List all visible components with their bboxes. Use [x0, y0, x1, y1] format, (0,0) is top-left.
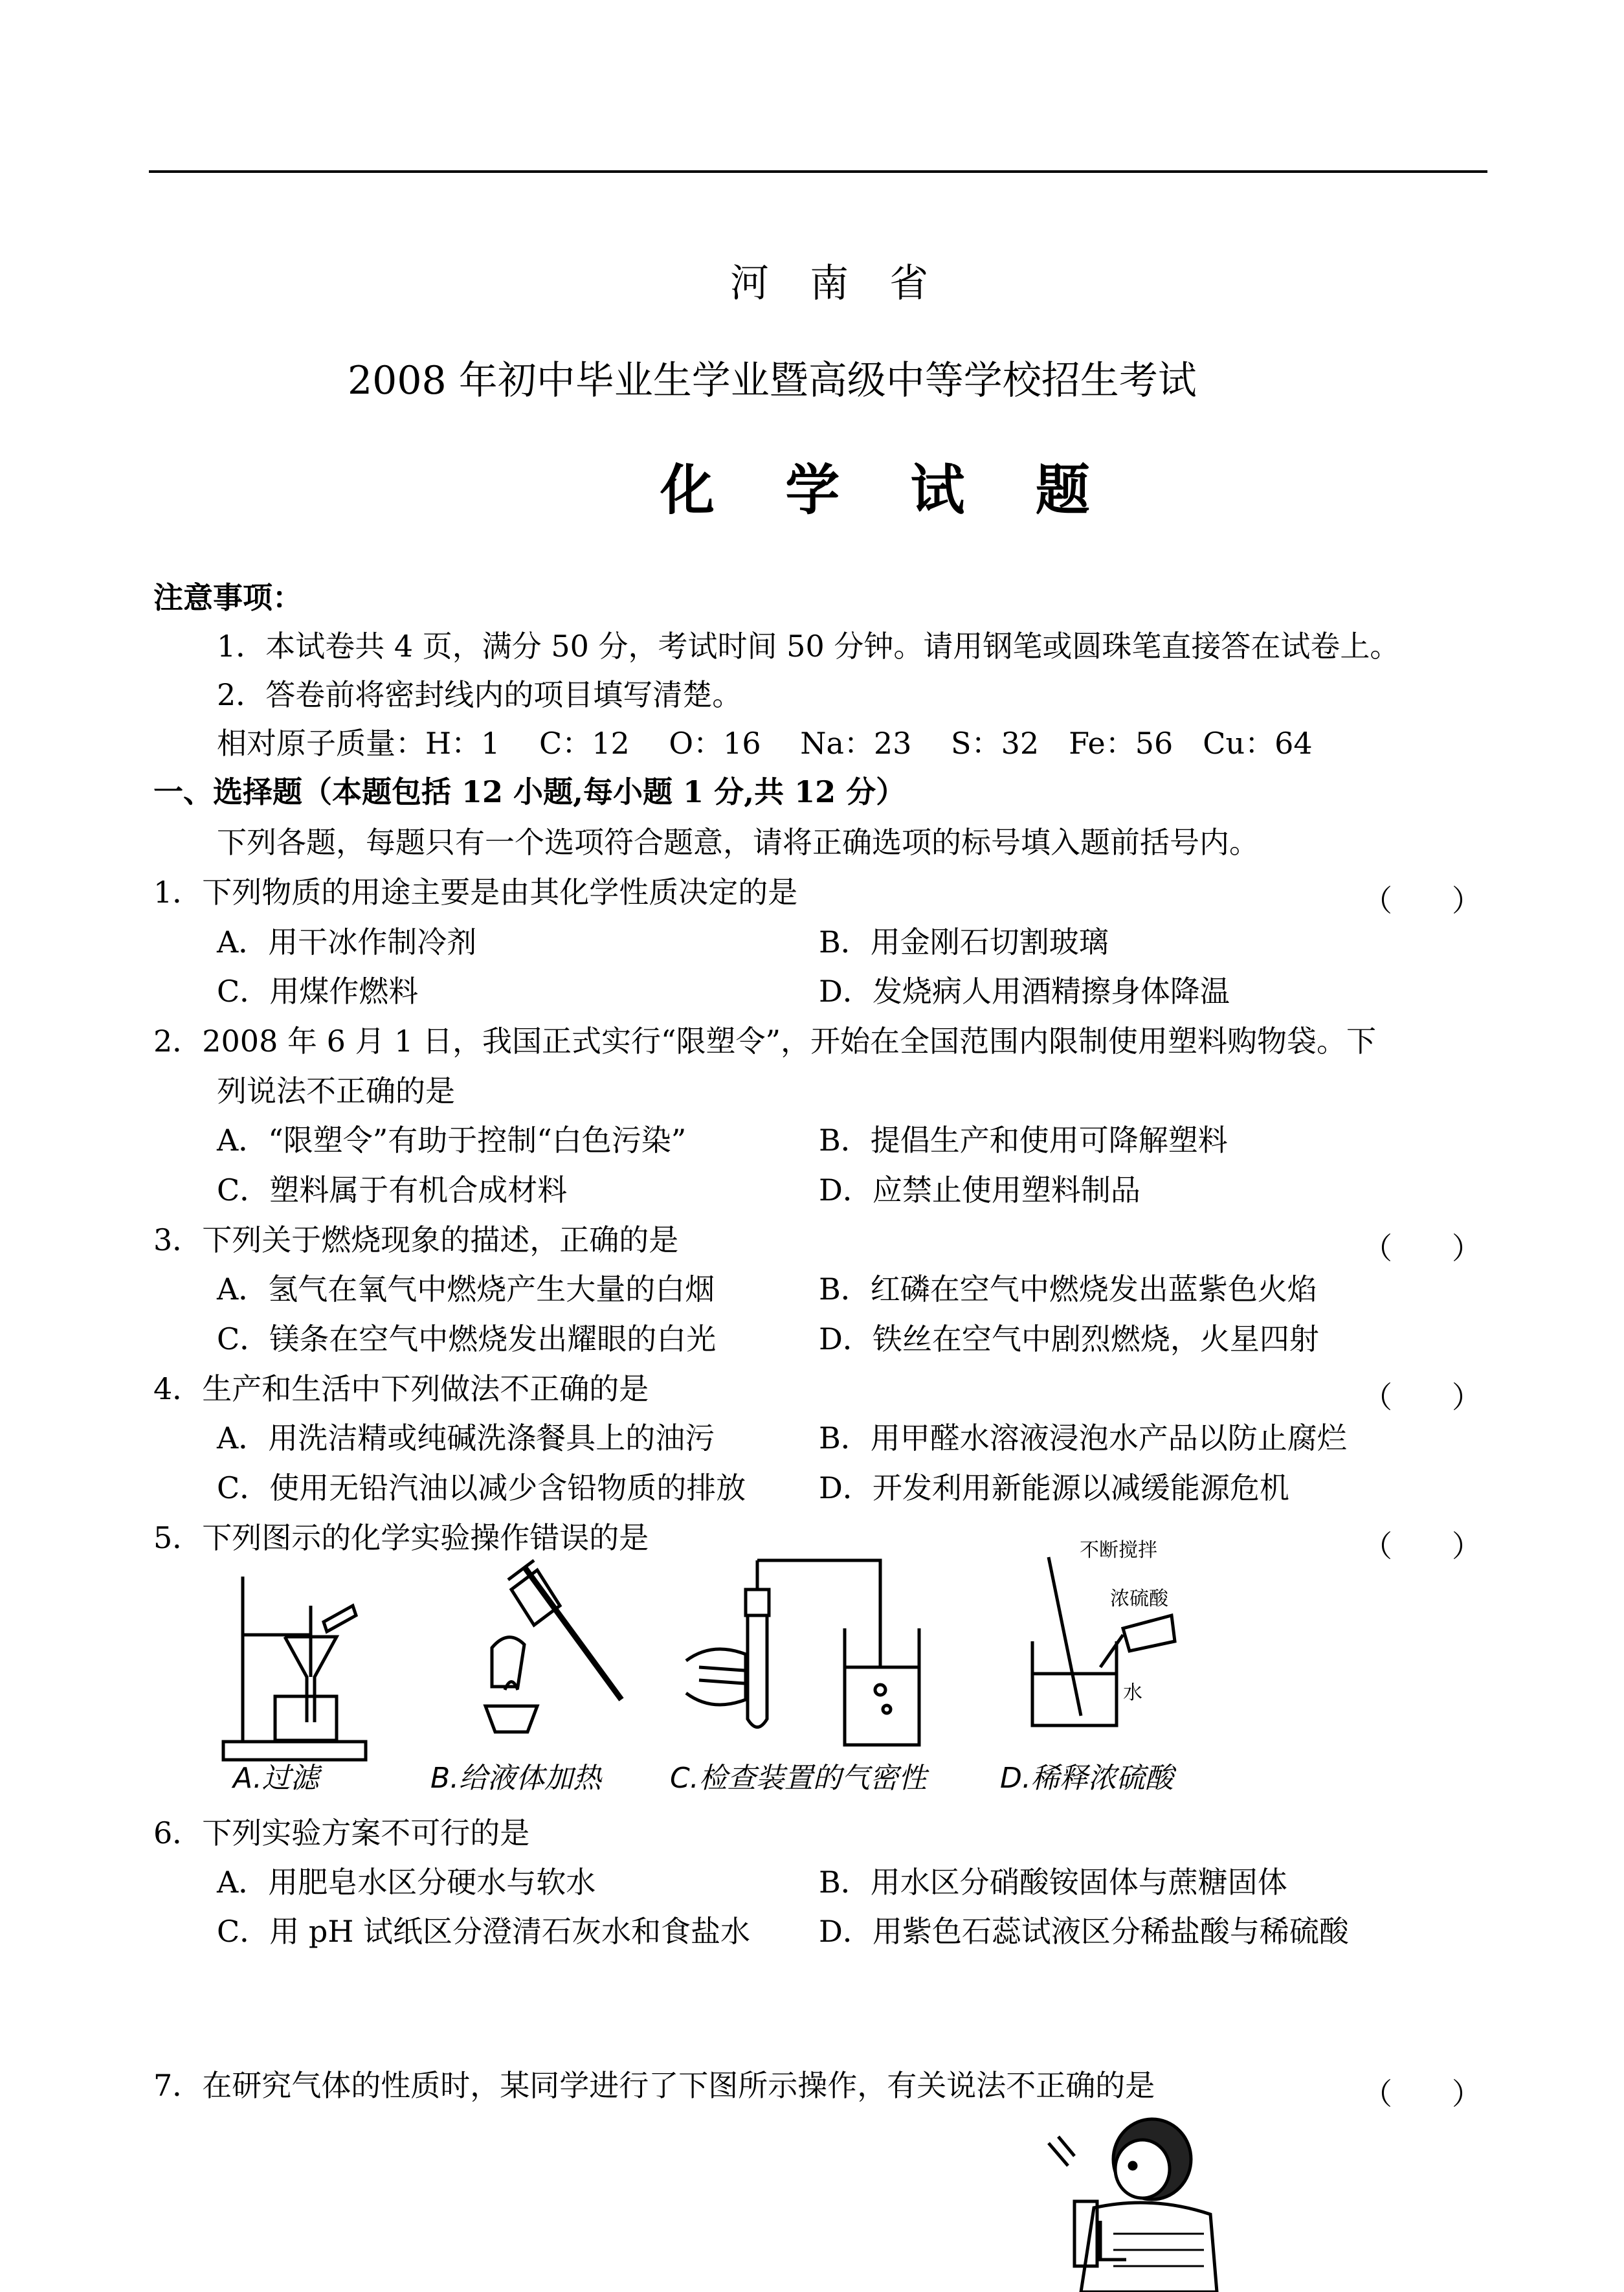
figure-c-airtightness: [673, 1551, 958, 1758]
q4-answer-paren[interactable]: （ ）: [1363, 1380, 1482, 1415]
q2-option-c: C．塑料属于有机合成材料: [217, 1173, 568, 1208]
figure-a-filtration: [214, 1567, 375, 1768]
q6-option-d: D．用紫色石蕊试液区分稀盐酸与稀硫酸: [819, 1914, 1349, 1949]
section-1-title: 一、选择题（本题包括 12 小题,每小题 1 分,共 12 分）: [153, 774, 906, 809]
figure-q7-student: [1023, 2104, 1236, 2292]
q3-stem: 3．下列关于燃烧现象的描述，正确的是: [153, 1222, 679, 1257]
q2-option-a: A．“限塑令”有助于控制“白色污染”: [217, 1123, 687, 1158]
q4-stem: 4．生产和生活中下列做法不正确的是: [153, 1371, 649, 1406]
q4-option-b: B．用甲醛水溶液浸泡水产品以防止腐烂: [819, 1421, 1347, 1455]
subject-title: 化 学 试 题: [660, 458, 1116, 522]
exam-title: 2008 年初中毕业生学业暨高级中等学校招生考试: [348, 358, 1197, 403]
q7-stem: 7．在研究气体的性质时，某同学进行了下图所示操作，有关说法不正确的是: [153, 2068, 1155, 2103]
q1-stem: 1．下列物质的用途主要是由其化学性质决定的是: [153, 875, 798, 910]
figure-a-caption: A.过滤: [233, 1762, 319, 1795]
q4-option-c: C．使用无铅汽油以减少含铅物质的排放: [217, 1470, 746, 1505]
q3-answer-paren[interactable]: （ ）: [1363, 1231, 1482, 1266]
note-2: 2．答卷前将密封线内的项目填写清楚。: [217, 677, 742, 712]
q3-option-a: A．氢气在氧气中燃烧产生大量的白烟: [217, 1272, 715, 1307]
figure-d-caption: D.稀释浓硫酸: [1000, 1762, 1174, 1795]
q5-answer-paren[interactable]: （ ）: [1363, 1529, 1482, 1564]
province-title: 河 南 省: [730, 261, 943, 306]
q6-option-a: A．用肥皂水区分硬水与软水: [217, 1865, 596, 1900]
q3-option-b: B．红磷在空气中燃烧发出蓝紫色火焰: [819, 1272, 1317, 1307]
q5-stem: 5．下列图示的化学实验操作错误的是: [153, 1520, 649, 1555]
q6-option-c: C．用 pH 试纸区分澄清石灰水和食盐水: [217, 1914, 751, 1949]
figure-d-water-label: 水: [1123, 1681, 1142, 1704]
figure-d-stir-label: 不断搅拌: [1080, 1539, 1157, 1562]
q6-stem: 6．下列实验方案不可行的是: [153, 1815, 530, 1850]
q3-option-d: D．铁丝在空气中剧烈燃烧，火星四射: [819, 1321, 1319, 1356]
figure-d-acid-label: 浓硫酸: [1110, 1588, 1168, 1610]
atomic-masses: 相对原子质量：H：1 C：12 O：16 Na：23 S：32 Fe：56 Cu：64: [217, 726, 1313, 761]
q1-option-c: C．用煤作燃料: [217, 974, 419, 1009]
q1-answer-paren[interactable]: （ ）: [1363, 883, 1482, 918]
q2-option-d: D．应禁止使用塑料制品: [819, 1173, 1140, 1208]
q4-option-d: D．开发利用新能源以减缓能源危机: [819, 1470, 1289, 1505]
q1-option-b: B．用金刚石切割玻璃: [819, 925, 1109, 960]
q2-stem: 2．2008 年 6 月 1 日，我国正式实行“限塑令”，开始在全国范围内限制使用塑料购物袋。下: [153, 1024, 1377, 1059]
section-1-instruction: 下列各题，每题只有一个选项符合题意，请将正确选项的标号填入题前括号内。: [217, 825, 1259, 860]
figure-c-caption: C.检查装置的气密性: [670, 1762, 927, 1795]
q2-stem-cont: 列说法不正确的是: [217, 1073, 455, 1108]
figure-b-heating: [447, 1551, 641, 1758]
q1-option-d: D．发烧病人用酒精擦身体降温: [819, 974, 1230, 1009]
q3-option-c: C．镁条在空气中燃烧发出耀眼的白光: [217, 1321, 717, 1356]
figure-b-caption: B.给液体加热: [430, 1762, 602, 1795]
q2-option-b: B．提倡生产和使用可降解塑料: [819, 1123, 1228, 1158]
top-rule: [149, 170, 1487, 173]
notes-title: 注意事项：: [153, 580, 302, 615]
q4-option-a: A．用洗洁精或纯碱洗涤餐具上的油污: [217, 1421, 715, 1455]
q7-answer-paren[interactable]: （ ）: [1363, 2076, 1482, 2111]
figure-d-dilution: [1010, 1544, 1204, 1745]
q6-option-b: B．用水区分硝酸铵固体与蔗糖固体: [819, 1865, 1287, 1900]
q1-option-a: A．用干冰作制冷剂: [217, 925, 477, 960]
note-1: 1．本试卷共 4 页，满分 50 分，考试时间 50 分钟。请用钢笔或圆珠笔直接答在试卷上。: [217, 629, 1400, 664]
